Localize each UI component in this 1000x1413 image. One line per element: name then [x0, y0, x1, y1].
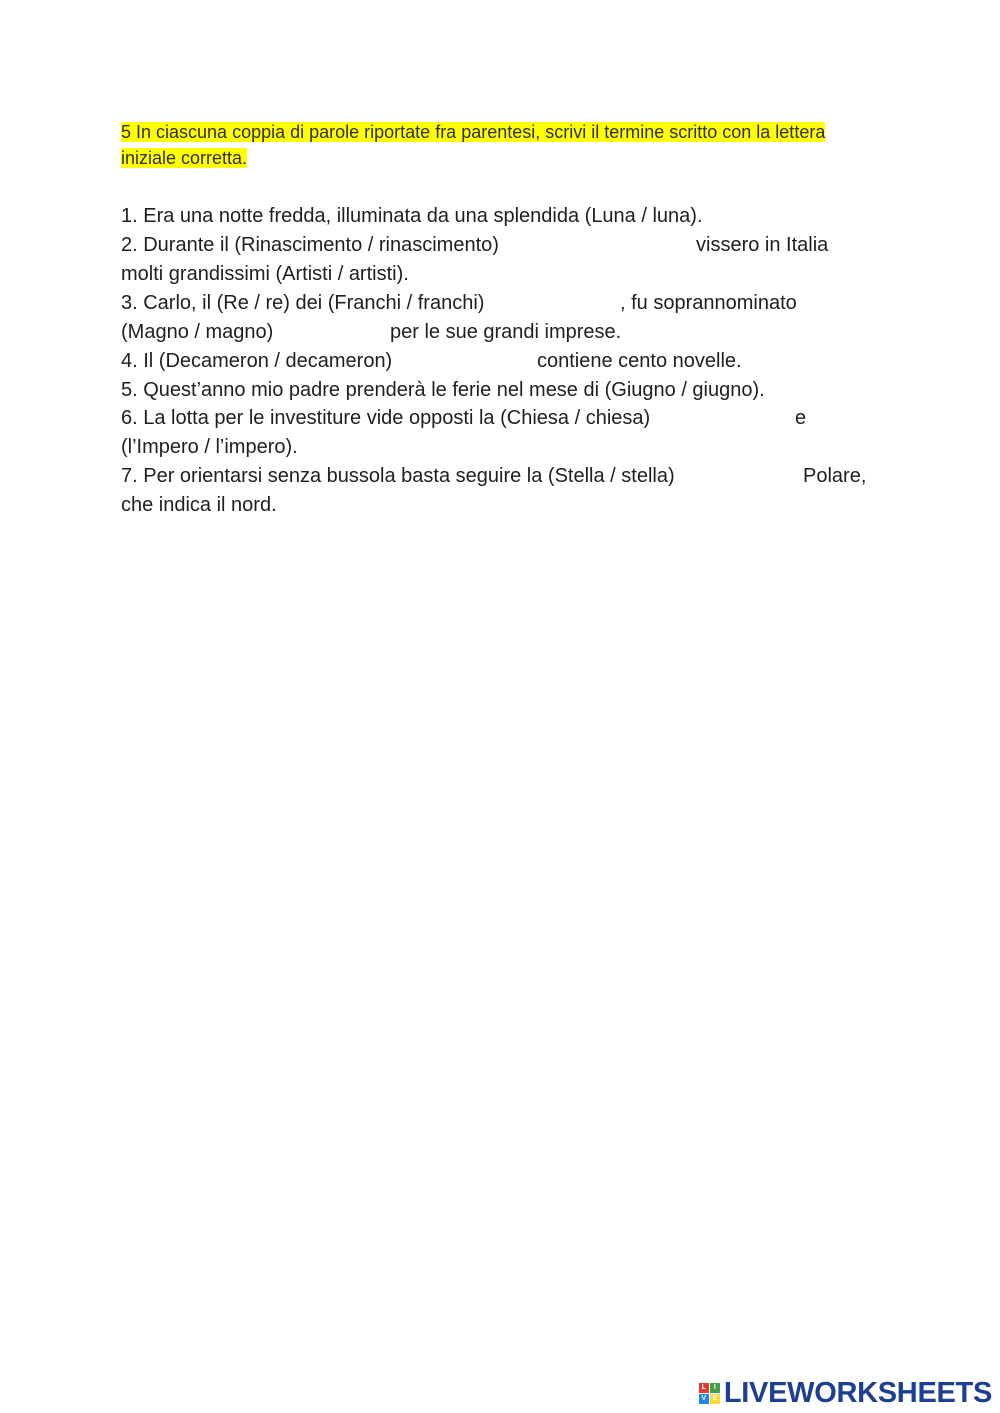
- question-4-continuation: contiene cento novelle.: [537, 350, 742, 372]
- question-5: 5. Quest’anno mio padre prenderà le ferie nel mese di (Giugno / giugno).: [121, 379, 765, 401]
- question-6-line-1: 6. La lotta per le investiture vide opposti la (Chiesa / chiesa): [121, 407, 651, 429]
- question-2-line-2: molti grandissimi (Artisti / artisti).: [121, 263, 409, 285]
- liveworksheets-logo: [699, 1377, 992, 1409]
- instruction-text: [121, 119, 861, 171]
- question-3-continuation: , fu soprannominato: [620, 292, 797, 314]
- question-6-continuation: e: [795, 407, 807, 429]
- liveworksheets-mark-icon: L I V E: [699, 1383, 720, 1404]
- instruction-highlight: 5 In ciascuna coppia di parole riportate fra parentesi, scrivi il termine scritto con la lettera iniziale corretta.: [121, 122, 826, 168]
- question-7-line-1: 7. Per orientarsi senza bussola basta seguire la (Stella / stella): [121, 465, 675, 487]
- question-6-line-2: (l’Impero / l’impero).: [121, 436, 298, 458]
- question-2-line-1: 2. Durante il (Rinascimento / rinascimento): [121, 234, 499, 256]
- question-7-line-2: che indica il nord.: [121, 494, 277, 516]
- question-2-continuation: vissero in Italia: [696, 234, 829, 256]
- question-3-line-1: 3. Carlo, il (Re / re) dei (Franchi / franchi): [121, 292, 485, 314]
- question-3-line-2-end: per le sue grandi imprese.: [390, 321, 622, 343]
- question-1: 1. Era una notte fredda, illuminata da una splendida (Luna / luna).: [121, 205, 703, 227]
- question-4: 4. Il (Decameron / decameron): [121, 350, 393, 372]
- brand-name: LIVEWORKSHEETS: [723, 1376, 992, 1409]
- question-7-continuation: Polare,: [803, 465, 867, 487]
- question-3-line-2: (Magno / magno): [121, 321, 274, 343]
